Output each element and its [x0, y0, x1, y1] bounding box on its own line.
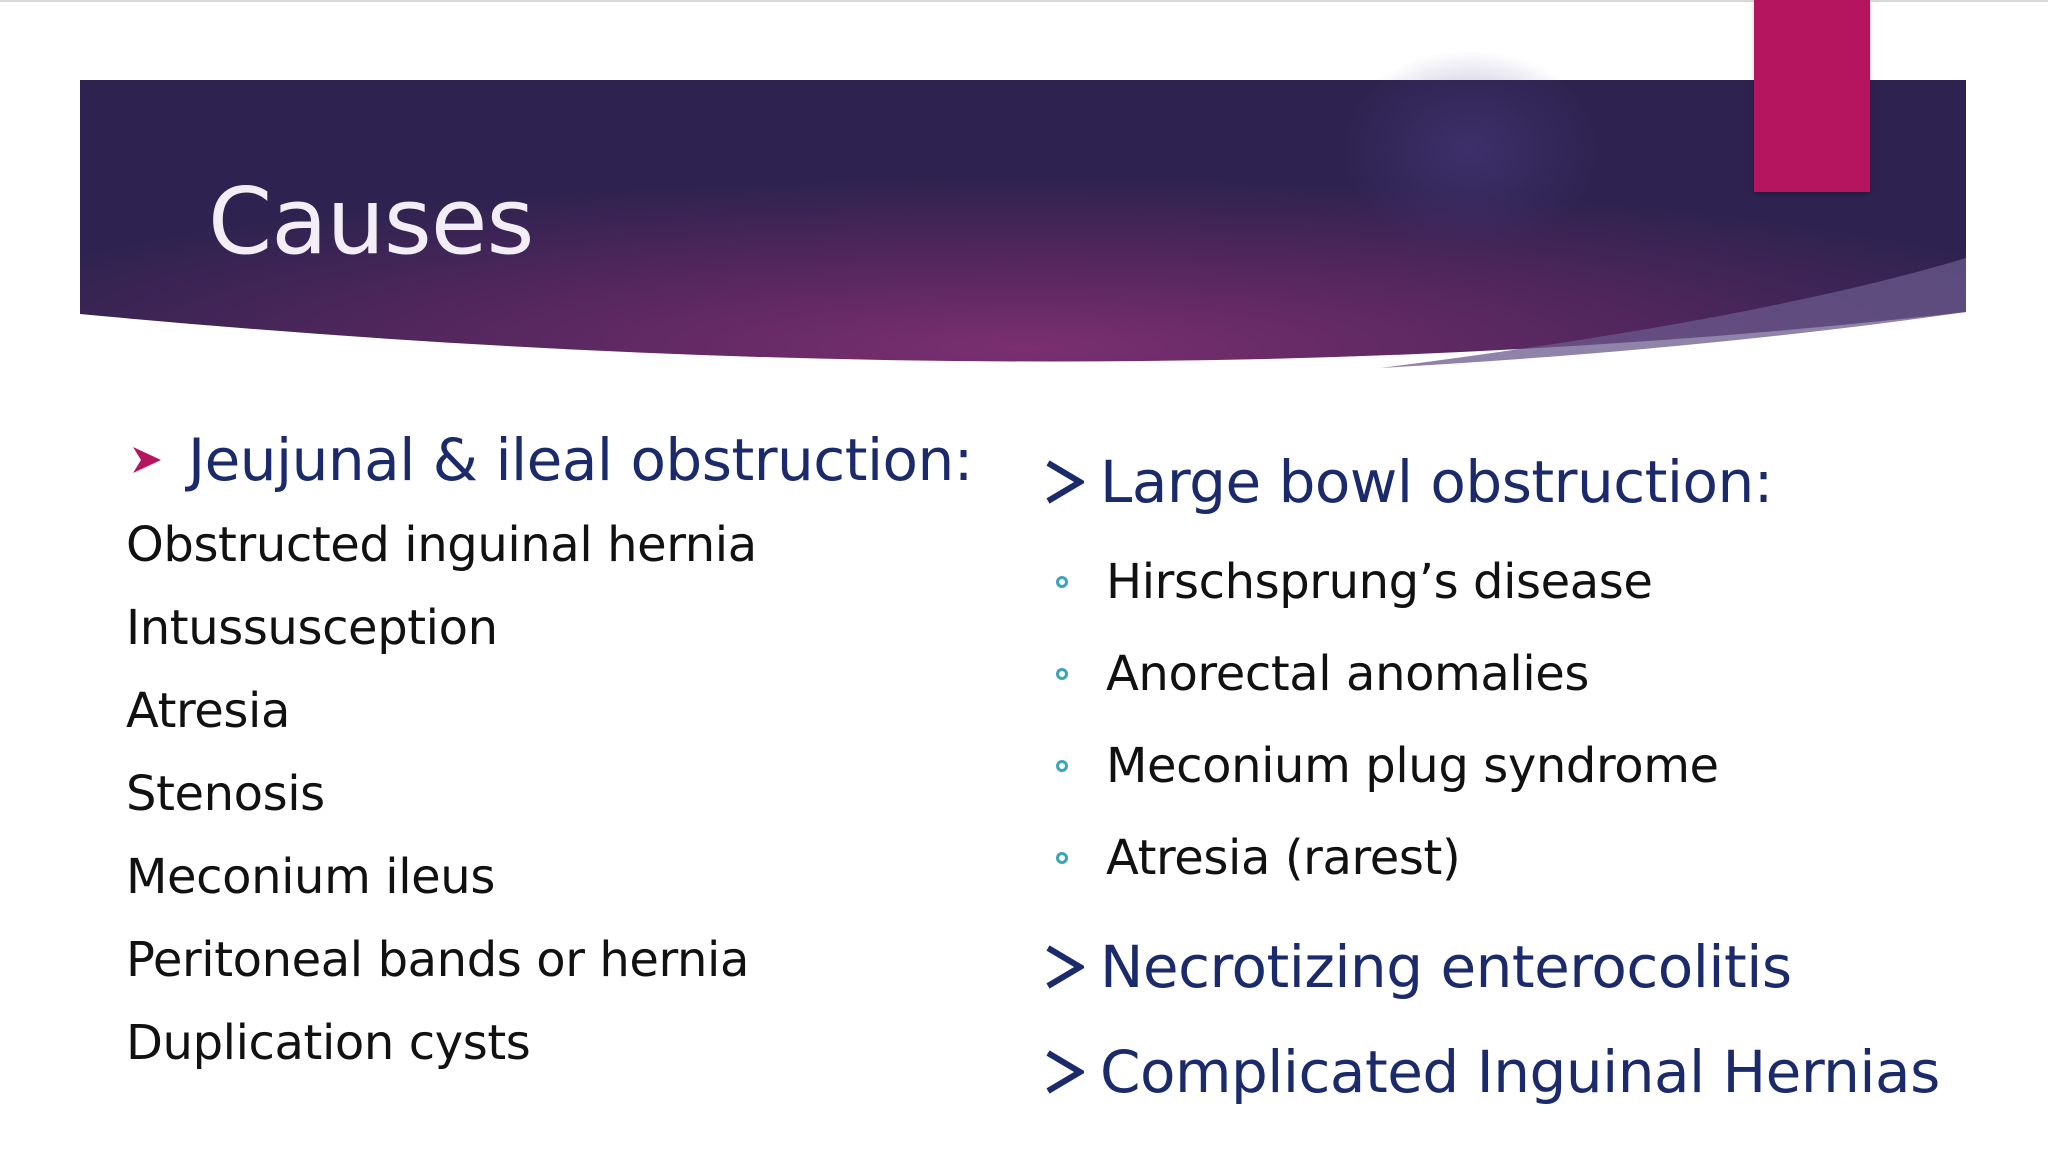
list-item — [1040, 812, 2000, 904]
list-item-text: Meconium plug syndrome — [1106, 738, 1719, 794]
list-item: Intussusception — [126, 600, 498, 656]
circle-bullet-icon — [1056, 668, 1068, 680]
list-item: Stenosis — [126, 766, 325, 822]
left-heading — [126, 420, 1026, 500]
list-item-text: Atresia (rarest) — [1106, 830, 1461, 886]
right-heading-text: Complicated Inguinal Hernias — [1100, 1038, 1940, 1106]
left-item-list — [126, 504, 1026, 1085]
list-item: Atresia — [126, 683, 290, 739]
chevron-arrow-icon — [1044, 459, 1084, 505]
right-heading-necrotizing — [1040, 912, 2000, 1022]
banner-glow — [1340, 50, 1600, 250]
list-item: Duplication cysts — [126, 1015, 531, 1071]
accent-tab — [1754, 0, 1870, 192]
list-item-text: Hirschsprung’s disease — [1106, 554, 1653, 610]
list-item: Obstructed inguinal hernia — [126, 517, 757, 573]
circle-bullet-icon — [1056, 760, 1068, 772]
list-item-text: Anorectal anomalies — [1106, 646, 1590, 702]
list-item — [1040, 720, 2000, 812]
left-column — [126, 420, 1026, 1085]
right-heading-large-bowl — [1040, 440, 2000, 524]
list-item: Meconium ileus — [126, 849, 495, 905]
right-heading-hernias — [1040, 1022, 2000, 1122]
right-heading-text: Large bowl obstruction: — [1100, 448, 1773, 516]
triangle-arrow-icon — [130, 440, 164, 480]
circle-bullet-icon — [1056, 852, 1068, 864]
large-bowl-sub-list — [1040, 536, 2000, 904]
list-item — [1040, 628, 2000, 720]
left-heading-text: Jeujunal & ileal obstruction: — [188, 426, 973, 494]
chevron-arrow-icon — [1044, 944, 1084, 990]
circle-bullet-icon — [1056, 576, 1068, 588]
slide-title: Causes — [208, 168, 534, 275]
right-heading-text: Necrotizing enterocolitis — [1100, 933, 1792, 1001]
list-item: Peritoneal bands or hernia — [126, 932, 749, 988]
list-item — [1040, 536, 2000, 628]
right-column — [1040, 440, 2000, 1122]
chevron-arrow-icon — [1044, 1049, 1084, 1095]
